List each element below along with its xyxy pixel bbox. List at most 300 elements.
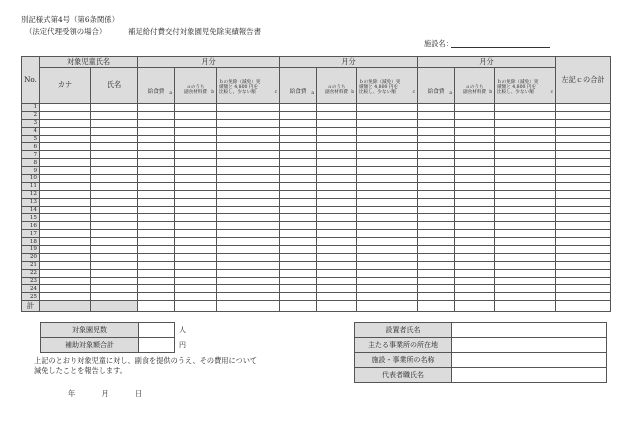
total-cell[interactable] — [317, 301, 357, 312]
table-cell[interactable] — [418, 167, 455, 175]
table-cell[interactable] — [455, 182, 495, 190]
table-cell[interactable] — [138, 214, 175, 222]
total-cell[interactable] — [175, 301, 217, 312]
table-cell[interactable] — [556, 182, 611, 190]
table-cell[interactable] — [455, 151, 495, 159]
table-cell[interactable] — [495, 261, 556, 269]
table-cell[interactable] — [217, 222, 280, 230]
table-cell[interactable] — [40, 214, 91, 222]
table-cell[interactable] — [357, 293, 418, 301]
table-cell[interactable] — [91, 285, 138, 293]
main-office-address-field[interactable] — [452, 338, 607, 353]
table-cell[interactable] — [357, 206, 418, 214]
table-cell[interactable] — [357, 119, 418, 127]
table-cell[interactable] — [556, 214, 611, 222]
table-cell[interactable] — [495, 222, 556, 230]
table-cell[interactable] — [40, 167, 91, 175]
table-cell[interactable] — [556, 119, 611, 127]
table-cell[interactable] — [455, 230, 495, 238]
table-cell[interactable] — [175, 214, 217, 222]
table-cell[interactable] — [217, 269, 280, 277]
table-cell[interactable] — [280, 190, 317, 198]
table-cell[interactable] — [317, 175, 357, 183]
table-cell[interactable] — [357, 238, 418, 246]
table-cell[interactable] — [495, 151, 556, 159]
table-cell[interactable] — [91, 119, 138, 127]
table-cell[interactable] — [175, 293, 217, 301]
table-cell[interactable] — [138, 246, 175, 254]
table-cell[interactable] — [317, 285, 357, 293]
table-cell[interactable] — [217, 198, 280, 206]
total-cell[interactable] — [495, 301, 556, 312]
table-cell[interactable] — [217, 159, 280, 167]
table-cell[interactable] — [495, 214, 556, 222]
table-cell[interactable] — [495, 159, 556, 167]
table-cell[interactable] — [40, 261, 91, 269]
table-cell[interactable] — [40, 182, 91, 190]
table-cell[interactable] — [138, 285, 175, 293]
table-cell[interactable] — [217, 230, 280, 238]
table-cell[interactable] — [138, 127, 175, 135]
table-cell[interactable] — [175, 127, 217, 135]
table-cell[interactable] — [495, 135, 556, 143]
table-cell[interactable] — [40, 246, 91, 254]
table-cell[interactable] — [91, 238, 138, 246]
table-cell[interactable] — [418, 175, 455, 183]
table-cell[interactable] — [455, 261, 495, 269]
table-cell[interactable] — [317, 238, 357, 246]
table-cell[interactable] — [280, 238, 317, 246]
table-cell[interactable] — [175, 143, 217, 151]
table-cell[interactable] — [418, 238, 455, 246]
table-cell[interactable] — [91, 253, 138, 261]
table-cell[interactable] — [138, 222, 175, 230]
table-cell[interactable] — [138, 206, 175, 214]
table-cell[interactable] — [280, 135, 317, 143]
table-cell[interactable] — [175, 119, 217, 127]
table-cell[interactable] — [91, 293, 138, 301]
table-cell[interactable] — [280, 198, 317, 206]
table-cell[interactable] — [455, 277, 495, 285]
table-cell[interactable] — [418, 277, 455, 285]
table-cell[interactable] — [280, 293, 317, 301]
table-cell[interactable] — [280, 214, 317, 222]
table-cell[interactable] — [217, 135, 280, 143]
table-cell[interactable] — [217, 175, 280, 183]
table-cell[interactable] — [317, 104, 357, 112]
table-cell[interactable] — [317, 214, 357, 222]
table-cell[interactable] — [495, 104, 556, 112]
table-cell[interactable] — [455, 269, 495, 277]
table-cell[interactable] — [418, 104, 455, 112]
representative-field[interactable] — [452, 368, 607, 383]
table-cell[interactable] — [495, 238, 556, 246]
table-cell[interactable] — [495, 143, 556, 151]
table-cell[interactable] — [175, 277, 217, 285]
table-cell[interactable] — [317, 119, 357, 127]
table-cell[interactable] — [418, 230, 455, 238]
table-cell[interactable] — [455, 111, 495, 119]
total-cell[interactable] — [280, 301, 317, 312]
table-cell[interactable] — [40, 253, 91, 261]
table-cell[interactable] — [455, 198, 495, 206]
table-cell[interactable] — [455, 285, 495, 293]
table-cell[interactable] — [455, 238, 495, 246]
table-cell[interactable] — [357, 182, 418, 190]
table-cell[interactable] — [455, 159, 495, 167]
table-cell[interactable] — [317, 230, 357, 238]
table-cell[interactable] — [217, 293, 280, 301]
table-cell[interactable] — [418, 293, 455, 301]
table-cell[interactable] — [357, 127, 418, 135]
table-cell[interactable] — [495, 127, 556, 135]
table-cell[interactable] — [495, 246, 556, 254]
table-cell[interactable] — [280, 127, 317, 135]
table-cell[interactable] — [280, 206, 317, 214]
table-cell[interactable] — [175, 285, 217, 293]
table-cell[interactable] — [280, 143, 317, 151]
table-cell[interactable] — [91, 151, 138, 159]
table-cell[interactable] — [317, 167, 357, 175]
table-cell[interactable] — [138, 175, 175, 183]
table-cell[interactable] — [138, 167, 175, 175]
table-cell[interactable] — [217, 111, 280, 119]
table-cell[interactable] — [556, 151, 611, 159]
table-cell[interactable] — [357, 269, 418, 277]
table-cell[interactable] — [357, 151, 418, 159]
table-cell[interactable] — [91, 159, 138, 167]
table-cell[interactable] — [418, 190, 455, 198]
table-cell[interactable] — [556, 175, 611, 183]
table-cell[interactable] — [357, 104, 418, 112]
table-cell[interactable] — [138, 198, 175, 206]
table-cell[interactable] — [357, 143, 418, 151]
table-cell[interactable] — [91, 261, 138, 269]
table-cell[interactable] — [455, 293, 495, 301]
table-cell[interactable] — [91, 175, 138, 183]
table-cell[interactable] — [317, 222, 357, 230]
table-cell[interactable] — [91, 143, 138, 151]
table-cell[interactable] — [455, 104, 495, 112]
table-cell[interactable] — [495, 285, 556, 293]
table-cell[interactable] — [556, 190, 611, 198]
table-cell[interactable] — [280, 111, 317, 119]
table-cell[interactable] — [217, 261, 280, 269]
table-cell[interactable] — [317, 261, 357, 269]
table-cell[interactable] — [556, 198, 611, 206]
table-cell[interactable] — [556, 277, 611, 285]
table-cell[interactable] — [40, 135, 91, 143]
table-cell[interactable] — [418, 246, 455, 254]
founder-name-field[interactable] — [452, 323, 607, 338]
table-cell[interactable] — [455, 206, 495, 214]
table-cell[interactable] — [495, 111, 556, 119]
table-cell[interactable] — [317, 293, 357, 301]
table-cell[interactable] — [418, 151, 455, 159]
table-cell[interactable] — [357, 214, 418, 222]
table-cell[interactable] — [40, 277, 91, 285]
table-cell[interactable] — [556, 285, 611, 293]
table-cell[interactable] — [280, 261, 317, 269]
table-cell[interactable] — [138, 269, 175, 277]
table-cell[interactable] — [556, 159, 611, 167]
table-cell[interactable] — [556, 293, 611, 301]
table-cell[interactable] — [455, 119, 495, 127]
table-cell[interactable] — [495, 269, 556, 277]
table-cell[interactable] — [357, 261, 418, 269]
table-cell[interactable] — [357, 253, 418, 261]
table-cell[interactable] — [40, 119, 91, 127]
table-cell[interactable] — [91, 230, 138, 238]
child-count-field[interactable] — [139, 323, 175, 338]
table-cell[interactable] — [175, 269, 217, 277]
facility-office-name-field[interactable] — [452, 353, 607, 368]
table-cell[interactable] — [495, 182, 556, 190]
table-cell[interactable] — [217, 127, 280, 135]
table-cell[interactable] — [357, 135, 418, 143]
table-cell[interactable] — [175, 167, 217, 175]
table-cell[interactable] — [217, 277, 280, 285]
table-cell[interactable] — [40, 222, 91, 230]
table-cell[interactable] — [175, 253, 217, 261]
table-cell[interactable] — [556, 127, 611, 135]
table-cell[interactable] — [40, 175, 91, 183]
table-cell[interactable] — [495, 119, 556, 127]
table-cell[interactable] — [138, 190, 175, 198]
table-cell[interactable] — [40, 111, 91, 119]
table-cell[interactable] — [217, 246, 280, 254]
table-cell[interactable] — [418, 159, 455, 167]
table-cell[interactable] — [138, 277, 175, 285]
table-cell[interactable] — [138, 238, 175, 246]
table-cell[interactable] — [418, 143, 455, 151]
table-cell[interactable] — [317, 190, 357, 198]
table-cell[interactable] — [280, 277, 317, 285]
table-cell[interactable] — [91, 198, 138, 206]
table-cell[interactable] — [40, 151, 91, 159]
table-cell[interactable] — [175, 151, 217, 159]
table-cell[interactable] — [40, 159, 91, 167]
table-cell[interactable] — [556, 104, 611, 112]
table-cell[interactable] — [91, 167, 138, 175]
table-cell[interactable] — [418, 198, 455, 206]
table-cell[interactable] — [317, 143, 357, 151]
table-cell[interactable] — [455, 253, 495, 261]
table-cell[interactable] — [175, 159, 217, 167]
table-cell[interactable] — [280, 175, 317, 183]
table-cell[interactable] — [418, 119, 455, 127]
table-cell[interactable] — [455, 127, 495, 135]
table-cell[interactable] — [91, 277, 138, 285]
table-cell[interactable] — [317, 277, 357, 285]
table-cell[interactable] — [217, 119, 280, 127]
table-cell[interactable] — [280, 167, 317, 175]
table-cell[interactable] — [418, 269, 455, 277]
table-cell[interactable] — [280, 269, 317, 277]
table-cell[interactable] — [40, 190, 91, 198]
table-cell[interactable] — [357, 198, 418, 206]
table-cell[interactable] — [217, 206, 280, 214]
table-cell[interactable] — [280, 159, 317, 167]
table-cell[interactable] — [418, 214, 455, 222]
table-cell[interactable] — [357, 167, 418, 175]
table-cell[interactable] — [418, 127, 455, 135]
table-cell[interactable] — [455, 190, 495, 198]
table-cell[interactable] — [317, 206, 357, 214]
table-cell[interactable] — [317, 127, 357, 135]
table-cell[interactable] — [280, 230, 317, 238]
table-cell[interactable] — [317, 182, 357, 190]
table-cell[interactable] — [138, 261, 175, 269]
table-cell[interactable] — [91, 190, 138, 198]
table-cell[interactable] — [495, 175, 556, 183]
table-cell[interactable] — [418, 182, 455, 190]
total-cell[interactable] — [357, 301, 418, 312]
table-cell[interactable] — [91, 206, 138, 214]
table-cell[interactable] — [495, 293, 556, 301]
table-cell[interactable] — [175, 135, 217, 143]
total-cell[interactable] — [556, 301, 611, 312]
table-cell[interactable] — [357, 246, 418, 254]
table-cell[interactable] — [91, 127, 138, 135]
table-cell[interactable] — [317, 151, 357, 159]
table-cell[interactable] — [217, 151, 280, 159]
table-cell[interactable] — [317, 253, 357, 261]
subsidy-total-field[interactable] — [139, 338, 175, 353]
table-cell[interactable] — [495, 230, 556, 238]
table-cell[interactable] — [556, 135, 611, 143]
table-cell[interactable] — [495, 253, 556, 261]
table-cell[interactable] — [138, 293, 175, 301]
table-cell[interactable] — [91, 111, 138, 119]
table-cell[interactable] — [418, 111, 455, 119]
total-cell[interactable] — [217, 301, 280, 312]
table-cell[interactable] — [91, 246, 138, 254]
table-cell[interactable] — [40, 285, 91, 293]
table-cell[interactable] — [217, 253, 280, 261]
table-cell[interactable] — [317, 246, 357, 254]
table-cell[interactable] — [91, 269, 138, 277]
table-cell[interactable] — [495, 190, 556, 198]
table-cell[interactable] — [40, 293, 91, 301]
table-cell[interactable] — [40, 206, 91, 214]
total-cell[interactable] — [455, 301, 495, 312]
table-cell[interactable] — [357, 190, 418, 198]
table-cell[interactable] — [217, 190, 280, 198]
table-cell[interactable] — [317, 159, 357, 167]
total-cell[interactable] — [418, 301, 455, 312]
table-cell[interactable] — [418, 135, 455, 143]
table-cell[interactable] — [217, 214, 280, 222]
table-cell[interactable] — [556, 206, 611, 214]
table-cell[interactable] — [280, 151, 317, 159]
table-cell[interactable] — [138, 135, 175, 143]
table-cell[interactable] — [317, 111, 357, 119]
table-cell[interactable] — [317, 198, 357, 206]
table-cell[interactable] — [556, 238, 611, 246]
table-cell[interactable] — [455, 143, 495, 151]
table-cell[interactable] — [357, 222, 418, 230]
table-cell[interactable] — [138, 143, 175, 151]
table-cell[interactable] — [455, 222, 495, 230]
table-cell[interactable] — [495, 167, 556, 175]
table-cell[interactable] — [280, 222, 317, 230]
table-cell[interactable] — [556, 269, 611, 277]
total-cell[interactable] — [138, 301, 175, 312]
table-cell[interactable] — [357, 175, 418, 183]
table-cell[interactable] — [317, 269, 357, 277]
table-cell[interactable] — [175, 246, 217, 254]
table-cell[interactable] — [91, 135, 138, 143]
table-cell[interactable] — [40, 127, 91, 135]
table-cell[interactable] — [455, 135, 495, 143]
table-cell[interactable] — [175, 206, 217, 214]
table-cell[interactable] — [556, 230, 611, 238]
table-cell[interactable] — [357, 230, 418, 238]
table-cell[interactable] — [455, 246, 495, 254]
table-cell[interactable] — [138, 119, 175, 127]
table-cell[interactable] — [138, 111, 175, 119]
table-cell[interactable] — [217, 143, 280, 151]
table-cell[interactable] — [556, 253, 611, 261]
table-cell[interactable] — [217, 182, 280, 190]
table-cell[interactable] — [91, 104, 138, 112]
table-cell[interactable] — [556, 261, 611, 269]
table-cell[interactable] — [175, 190, 217, 198]
table-cell[interactable] — [556, 246, 611, 254]
table-cell[interactable] — [418, 222, 455, 230]
table-cell[interactable] — [175, 104, 217, 112]
facility-name-field[interactable] — [451, 47, 550, 48]
table-cell[interactable] — [317, 135, 357, 143]
table-cell[interactable] — [556, 222, 611, 230]
table-cell[interactable] — [91, 214, 138, 222]
table-cell[interactable] — [495, 277, 556, 285]
table-cell[interactable] — [40, 198, 91, 206]
table-cell[interactable] — [138, 253, 175, 261]
table-cell[interactable] — [217, 167, 280, 175]
table-cell[interactable] — [91, 182, 138, 190]
table-cell[interactable] — [455, 214, 495, 222]
table-cell[interactable] — [217, 104, 280, 112]
table-cell[interactable] — [217, 238, 280, 246]
table-cell[interactable] — [175, 111, 217, 119]
table-cell[interactable] — [40, 104, 91, 112]
table-cell[interactable] — [40, 230, 91, 238]
table-cell[interactable] — [280, 285, 317, 293]
table-cell[interactable] — [138, 104, 175, 112]
table-cell[interactable] — [175, 175, 217, 183]
table-cell[interactable] — [280, 182, 317, 190]
table-cell[interactable] — [175, 182, 217, 190]
table-cell[interactable] — [91, 222, 138, 230]
table-cell[interactable] — [418, 206, 455, 214]
table-cell[interactable] — [40, 143, 91, 151]
table-cell[interactable] — [418, 285, 455, 293]
table-cell[interactable] — [175, 198, 217, 206]
table-cell[interactable] — [138, 151, 175, 159]
table-cell[interactable] — [556, 167, 611, 175]
table-cell[interactable] — [175, 222, 217, 230]
table-cell[interactable] — [138, 182, 175, 190]
table-cell[interactable] — [40, 238, 91, 246]
table-cell[interactable] — [175, 261, 217, 269]
table-cell[interactable] — [495, 206, 556, 214]
table-cell[interactable] — [280, 253, 317, 261]
table-cell[interactable] — [556, 111, 611, 119]
table-cell[interactable] — [280, 104, 317, 112]
table-cell[interactable] — [357, 285, 418, 293]
